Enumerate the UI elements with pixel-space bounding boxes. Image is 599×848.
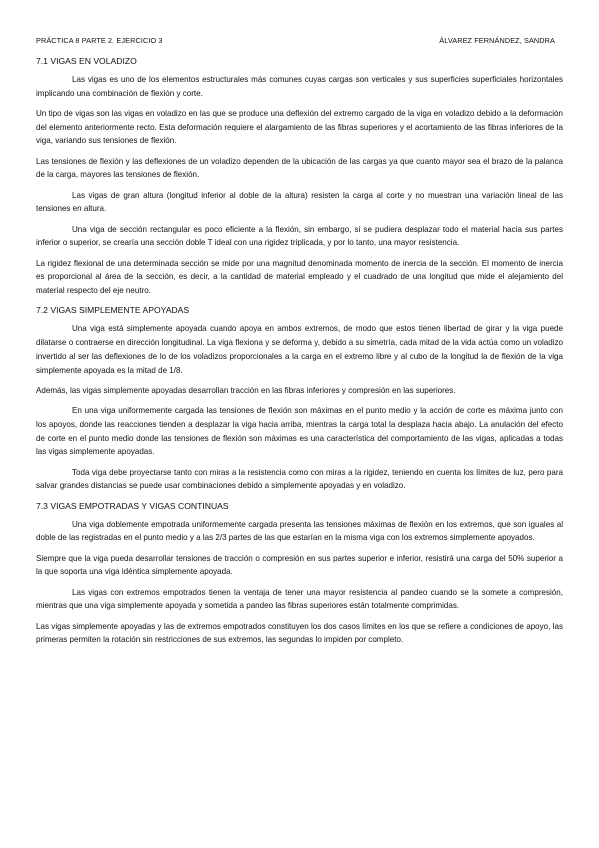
- section-heading-7-1: 7.1 VIGAS EN VOLADIZO: [36, 56, 137, 66]
- paragraph: Una viga está simplemente apoyada cuando apoya en ambos extremos, de modo que estos tienen libertad de girar y la viga puede dilatarse o contraerse en dirección longitudinal. La viga flexiona y se deforma y, debido a su simetría, cada mitad de la vida actúa como un voladizo invertido al ser las deflexiones de lo de los voladizos proporcionales a la carga en el extremo libre y al cubo de la longitud la de flexión de la viga simplemente apoyada es la mitad de 1/8.: [36, 324, 563, 375]
- paragraph: Una viga de sección rectangular es poco eficiente a la flexión, sin embargo, si se pudiera desplazar todo el material hacia sus partes inferior o superior, se crearía una sección doble T ideal con una rigidez triplicada, y por lo tanto, una mayor resistencia.: [36, 224, 563, 248]
- paragraph: Las vigas simplemente apoyadas y las de extremos empotrados constituyen los dos casos límites en los que se refiere a condiciones de apoyo, las primeras permiten la rotación sin restricciones de sus extremos, las segundas lo impiden por completo.: [36, 621, 563, 645]
- paragraph: Siempre que la viga pueda desarrollar tensiones de tracción o compresión en sus partes superior e inferior, resistirá una carga del 50% superior a la que soporta una viga idéntica simplemente apoyada.: [36, 553, 563, 577]
- header-author: ÁLVAREZ FERNÁNDEZ, SANDRA: [439, 36, 555, 45]
- paragraph: La rigidez flexional de una determinada sección se mide por una magnitud denominada momento de inercia de la sección. El momento de inercia es proporcional al área de la sección, es decir, a la cantidad de material empleado y el cuadrado de una longitud que mide el alejamiento del material respecto del eje neutro.: [36, 258, 563, 296]
- paragraph: Las vigas con extremos empotrados tienen la ventaja de tener una mayor resistencia al pandeo cuando se la somete a compresión, mientras que una viga simplemente apoyada y sometida a pandeo las fibras superiores están totalmente comprimidas.: [36, 587, 563, 611]
- page-header: [36, 36, 563, 45]
- paragraph: Un tipo de vigas son las vigas en voladizo en las que se produce una deflexión del extremo cargado de la viga en voladizo debido a la deformación del elemento anteriormente recto. Esta deformación requiere el alargamiento de las fibras superiores y el acortamiento de las fibras inferiores de la viga, variando sus tensiones de flexión.: [36, 109, 563, 146]
- paragraph: Además, las vigas simplemente apoyadas desarrollan tracción en las fibras inferiores y compresión en las superiores.: [36, 385, 456, 395]
- paragraph: Las tensiones de flexión y las deflexiones de un voladizo dependen de la ubicación de las cargas ya que cuanto mayor sea el brazo de la palanca de la carga, mayores las tensiones de flexión.: [36, 156, 563, 180]
- paragraph: En una viga uniformemente cargada las tensiones de flexión son máximas en el punto medio y la acción de corte es máxima junto con los apoyos, donde las reacciones tienden a desplazar la viga hacia arriba, mientras la carga total la desplaza hacia abajo. La anulación del efecto de corte en el punto medio donde las tensiones de flexión son máximas es una característica del comportamiento de las vigas, aplicadas a todas las vigas simplemente apoyadas.: [36, 406, 563, 457]
- paragraph: Una viga doblemente empotrada uniformemente cargada presenta las tensiones máximas de flexión en los extremos, que son iguales al doble de las registradas en el punto medio y a las 2/3 partes de las que estarían en la misma viga con los extremos simplemente apoyados.: [36, 519, 563, 543]
- section-heading-7-2: 7.2 VIGAS SIMPLEMENTE APOYADAS: [36, 305, 190, 316]
- header-left-title: PRÁCTICA 8 PARTE 2. EJERCICIO 3: [36, 36, 163, 45]
- paragraph: Las vigas es uno de los elementos estructurales más comunes cuyas cargas son verticales y sus superficies superficiales horizontales implicando una combinación de flexión y corte.: [36, 75, 563, 98]
- paragraph: Toda viga debe proyectarse tanto con miras a la resistencia como con miras a la rigidez, teniendo en cuenta los límites de luz, pero para salvar grandes distancias se puede usar combinaciones debido a simplemente apoyadas y en voladizo.: [36, 467, 563, 491]
- section-heading-7-3: 7.3 VIGAS EMPOTRADAS Y VIGAS CONTINUAS: [36, 500, 229, 511]
- paragraph: Las vigas de gran altura (longitud inferior al doble de la altura) resisten la carga al corte y no muestran una variación lineal de las tensiones en altura.: [36, 190, 563, 214]
